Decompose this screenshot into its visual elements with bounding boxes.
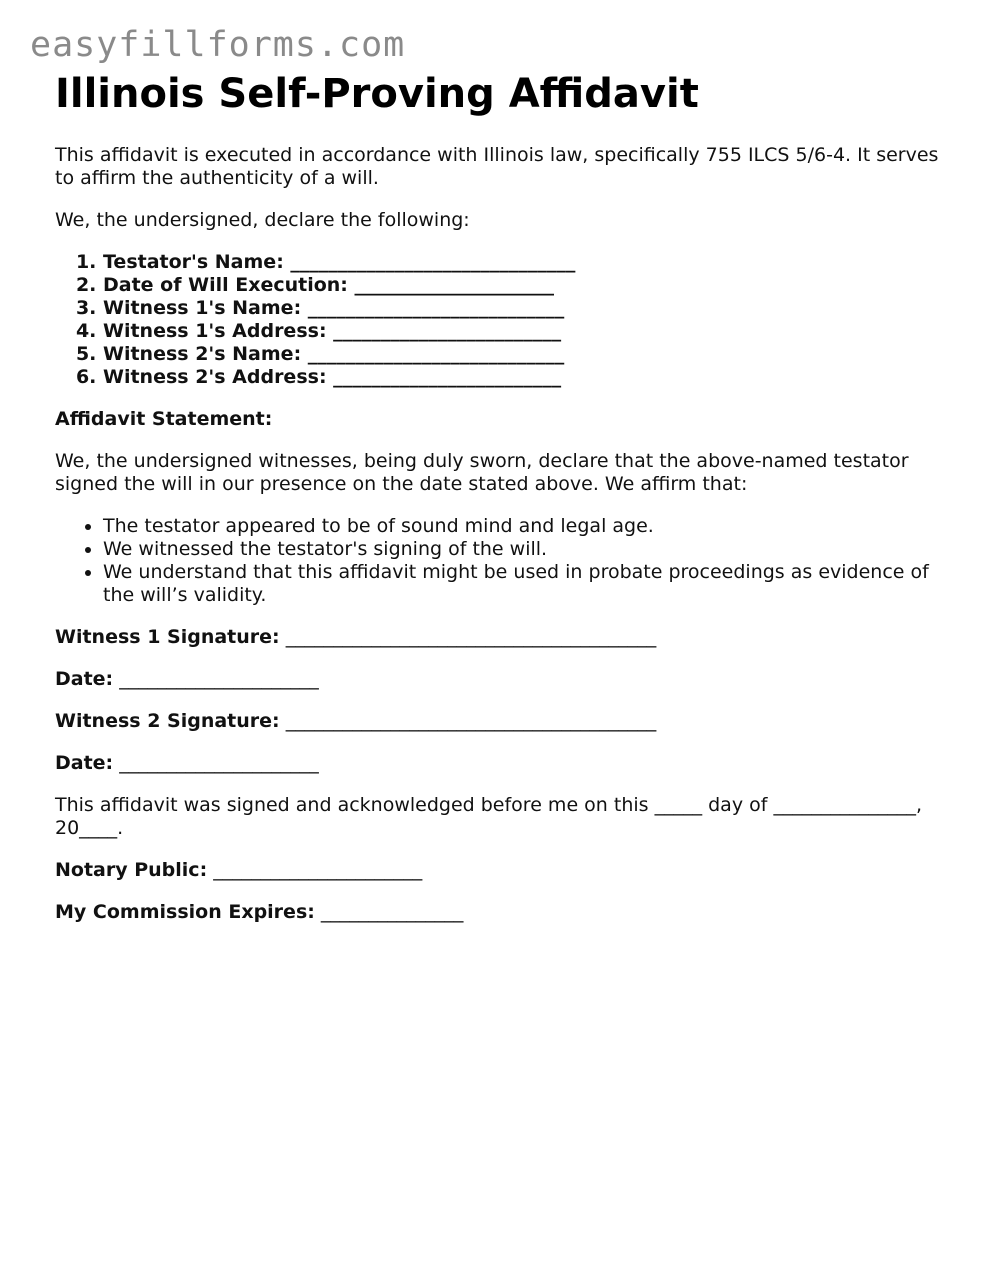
affirmations-list — [55, 515, 945, 607]
watermark: easyfillforms.com — [30, 25, 406, 65]
date1-line — [55, 668, 945, 691]
date2-blank: _____________________ — [119, 752, 319, 774]
witness2-signature-blank: _______________________________________ — [285, 710, 657, 732]
date1-blank: _____________________ — [119, 668, 319, 690]
field-witness2-name: 5. Witness 2's Name: ___________________________ — [103, 343, 945, 366]
notary-label: Notary Public: — [55, 859, 208, 881]
statement-heading: Affidavit Statement: — [55, 408, 273, 430]
commission-line — [55, 901, 945, 924]
fields-list — [55, 251, 945, 389]
page-title: Illinois Self-Proving Affidavit — [55, 71, 699, 117]
witness2-signature-label: Witness 2 Signature: — [55, 710, 280, 732]
field-will-execution-date: 2. Date of Will Execution: _____________________ — [103, 274, 945, 297]
declaration-paragraph: We, the undersigned, declare the following: — [55, 209, 470, 231]
field-witness1-name: 3. Witness 1's Name: ___________________________ — [103, 297, 945, 320]
field-testator-name: 1. Testator's Name: ______________________________ — [103, 251, 945, 274]
commission-blank: _______________ — [320, 901, 464, 923]
commission-label: My Commission Expires: — [55, 901, 315, 923]
field-witness2-address: 6. Witness 2's Address: ________________________ — [103, 366, 945, 389]
witness1-signature-line — [55, 626, 945, 649]
witness1-signature-label: Witness 1 Signature: — [55, 626, 280, 648]
intro-paragraph: This affidavit is executed in accordance with Illinois law, specifically 755 ILCS 5/6-4. It serves to affirm the authenticity of a will. — [55, 144, 939, 189]
affirmation-item: • The testator appeared to be of sound mind and legal age. — [103, 515, 945, 538]
statement-paragraph: We, the undersigned witnesses, being duly sworn, declare that the above-named testator signed the will in our presence on the date stated above. We affirm that: — [55, 450, 909, 495]
notary-line — [55, 859, 945, 882]
document-page — [55, 70, 945, 924]
witness1-signature-blank: _______________________________________ — [285, 626, 657, 648]
date2-line — [55, 752, 945, 775]
field-witness1-address: 4. Witness 1's Address: ________________________ — [103, 320, 945, 343]
date1-label: Date: — [55, 668, 114, 690]
date2-label: Date: — [55, 752, 114, 774]
affirmation-item: • We understand that this affidavit might be used in probate proceedings as evidence of the will’s validity. — [103, 561, 945, 607]
witness2-signature-line — [55, 710, 945, 733]
affirmation-item: • We witnessed the testator's signing of the will. — [103, 538, 945, 561]
notary-blank: ______________________ — [213, 859, 423, 881]
acknowledgment-paragraph: This affidavit was signed and acknowledged before me on this _____ day of _______________, 20____. — [55, 794, 923, 839]
